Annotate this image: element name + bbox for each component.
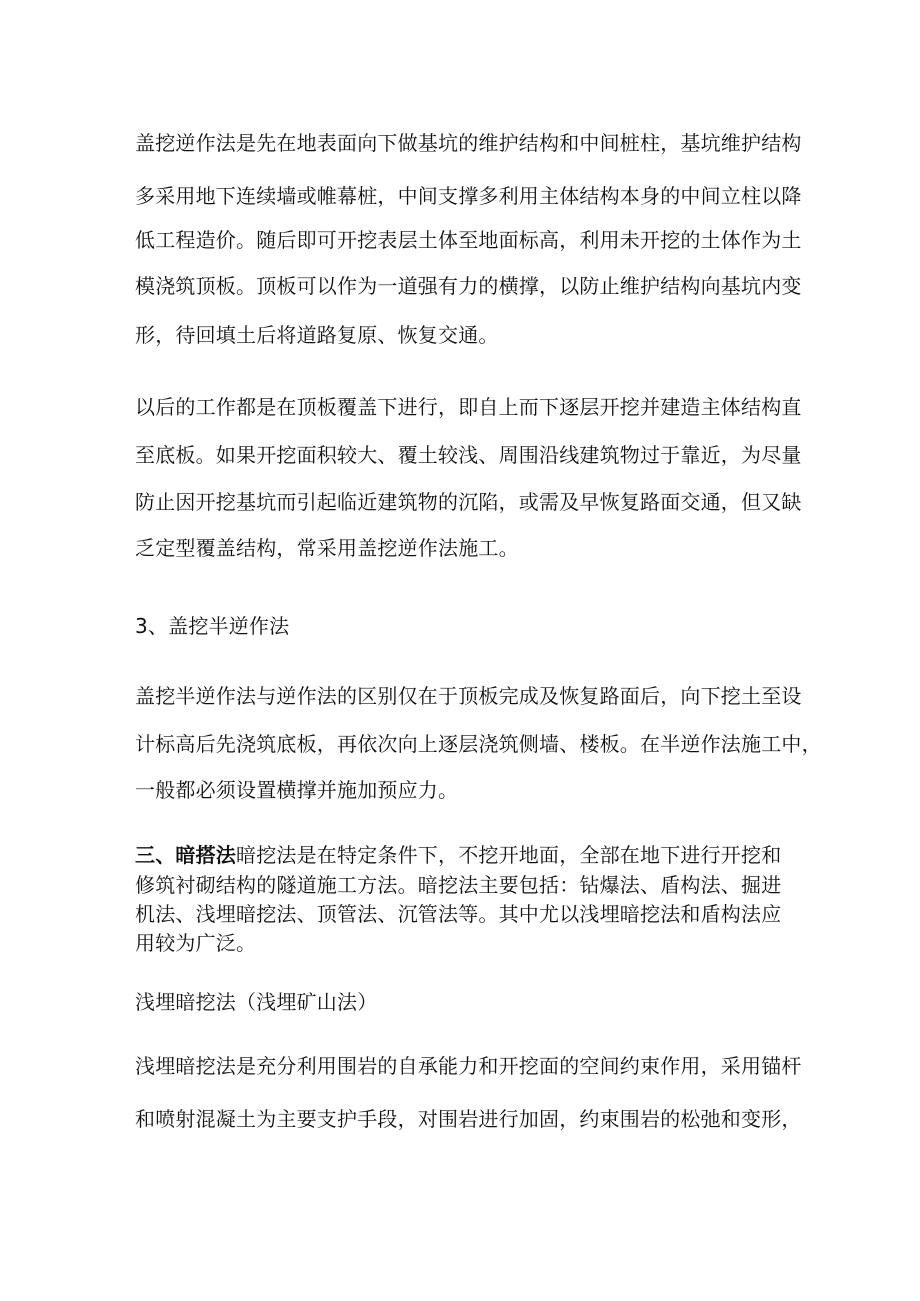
section-3-line-4: 用较为广泛。 xyxy=(135,931,257,955)
section-3-line-2: 修筑衬砌结构的隧道施工方法。暗挖法主要包括：钻爆法、盾构法、掘进 xyxy=(135,873,782,897)
paragraph-1-line-4: 模浇筑顶板。顶板可以作为一道强有力的横撑，以防止维护结构向基坑内变 xyxy=(135,274,802,298)
section-3-heading: 三、暗搭法 xyxy=(135,843,236,867)
paragraph-5-line-1: 浅埋暗挖法是充分利用围岩的自承能力和开挖面的空间约束作用，采用锚杆 xyxy=(135,1054,802,1078)
subheading: 浅埋暗挖法（浅埋矿山法） xyxy=(135,990,378,1014)
paragraph-1-line-2: 多采用地下连续墙或帷幕桩，中间支撑多利用主体结构本身的中间立柱以降 xyxy=(135,184,802,208)
section-3-line-1-text: 暗挖法是在特定条件下，不挖开地面，全部在地下进行开挖和 xyxy=(236,843,782,867)
paragraph-2-line-4: 乏定型覆盖结构，常采用盖挖逆作法施工。 xyxy=(135,536,519,560)
paragraph-1-line-1: 盖挖逆作法是先在地表面向下做基坑的维护结构和中间桩柱，基坑维护结构 xyxy=(135,131,802,155)
paragraph-2-line-3: 防止因开挖基坑而引起临近建筑物的沉陷，或需及早恢复路面交通，但又缺 xyxy=(135,490,802,514)
paragraph-1-line-5: 形，待回填土后将道路复原、恢复交通。 xyxy=(135,323,499,347)
paragraph-3-line-1: 盖挖半逆作法与逆作法的区别仅在于顶板完成及恢复路面后，向下挖土至设 xyxy=(135,684,802,708)
paragraph-5-line-2: 和喷射混凝土为主要支护手段，对围岩进行加固，约束围岩的松弛和变形， xyxy=(135,1107,802,1131)
section-3-line-3: 机法、浅埋暗挖法、顶管法、沉管法等。其中尤以浅埋暗挖法和盾构法应 xyxy=(135,902,782,926)
paragraph-2-line-1: 以后的工作都是在顶板覆盖下进行，即自上而下逐层开挖并建造主体结构直 xyxy=(135,395,802,419)
paragraph-1-line-3: 低工程造价。随后即可开挖表层土体至地面标高，利用未开挖的土体作为土 xyxy=(135,228,802,252)
section-3-line-1 xyxy=(135,841,781,869)
paragraph-3-line-3: 一般都必须设置横撑并施加预应力。 xyxy=(135,778,459,802)
paragraph-2-line-2: 至底板。如果开挖面积较大、覆土较浅、周围沿线建筑物过于靠近，为尽量 xyxy=(135,443,802,467)
section-heading-3: 3、盖挖半逆作法 xyxy=(135,614,290,638)
paragraph-3-line-2: 计标高后先浇筑底板，再依次向上逐层浇筑侧墙、楼板。在半逆作法施工中， xyxy=(135,732,822,756)
